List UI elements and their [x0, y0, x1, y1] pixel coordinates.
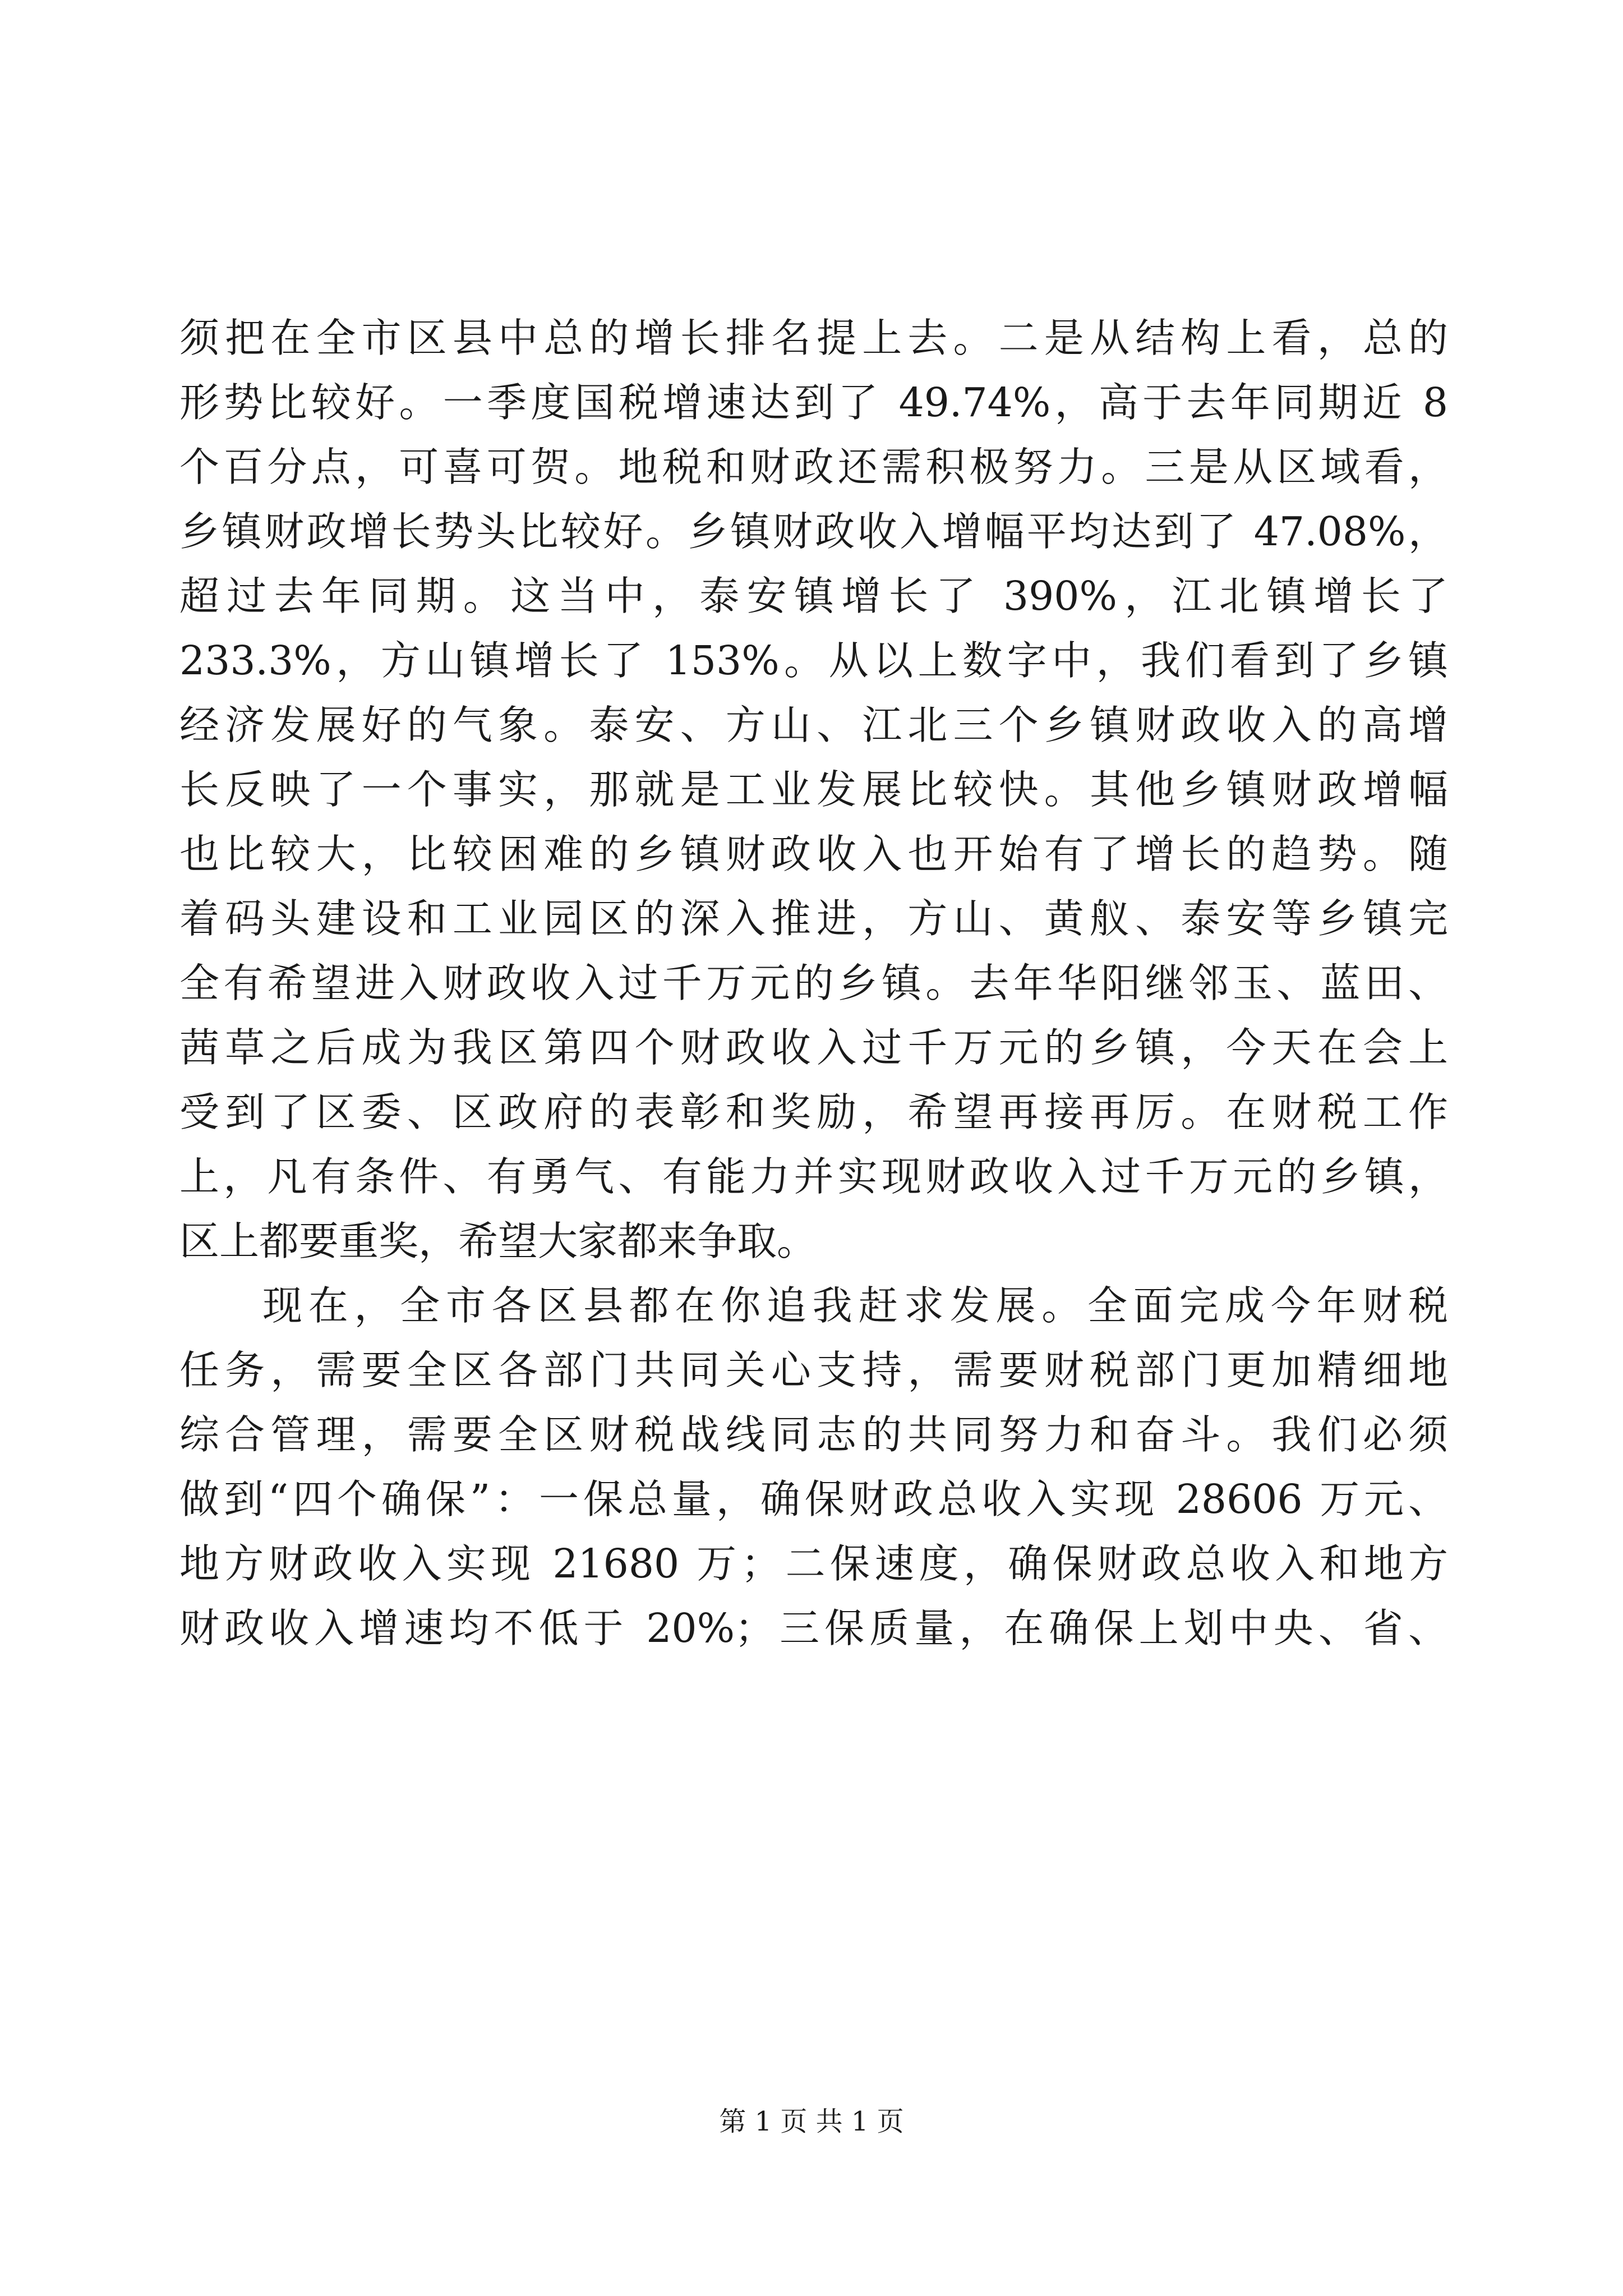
- text-line: 着码头建设和工业园区的深入推进，方山、黄舣、泰安等乡镇完: [179, 895, 1448, 942]
- text-line: 也比较大，比较困难的乡镇财政收入也开始有了增长的趋势。随: [179, 831, 1448, 877]
- text-line: 个百分点，可喜可贺。地税和财政还需积极努力。三是从区域看，: [179, 444, 1448, 490]
- paragraph-last-line: 区上都要重奖，希望大家都来争取。: [179, 1218, 817, 1264]
- text-line: 233.3%，方山镇增长了 153%。从以上数字中，我们看到了乡镇: [179, 637, 1448, 684]
- text-line: 任务，需要全区各部门共同关心支持，需要财税部门更加精细地: [179, 1347, 1448, 1393]
- text-line: 全有希望进入财政收入过千万元的乡镇。去年华阳继邻玉、蓝田、: [179, 960, 1448, 1006]
- paragraph-first-line: 现在，全市各区县都在你追我赶求发展。全面完成今年财税: [262, 1282, 1448, 1329]
- text-line: 超过去年同期。这当中，泰安镇增长了 390%，江北镇增长了: [179, 573, 1448, 619]
- text-line: 综合管理，需要全区财税战线同志的共同努力和奋斗。我们必须: [179, 1411, 1448, 1458]
- text-line: 须把在全市区县中总的增长排名提上去。二是从结构上看，总的: [179, 315, 1448, 361]
- page-footer: [0, 2105, 1623, 2138]
- text-line: 茜草之后成为我区第四个财政收入过千万元的乡镇，今天在会上: [179, 1024, 1448, 1071]
- page-number: 第 1 页 共 1 页: [719, 2106, 904, 2137]
- text-line: 形势比较好。一季度国税增速达到了 49.74%，高于去年同期近 8: [179, 379, 1448, 426]
- text-line: 财政收入增速均不低于 20%；三保质量，在确保上划中央、省、: [179, 1605, 1448, 1651]
- text-line: 地方财政收入实现 21680 万；二保速度，确保财政总收入和地方: [179, 1540, 1448, 1587]
- text-line: 上，凡有条件、有勇气、有能力并实现财政收入过千万元的乡镇，: [179, 1153, 1448, 1200]
- text-line: 受到了区委、区政府的表彰和奖励，希望再接再厉。在财税工作: [179, 1089, 1448, 1135]
- document-body: [179, 306, 1448, 1660]
- text-line: 经济发展好的气象。泰安、方山、江北三个乡镇财政收入的高增: [179, 702, 1448, 748]
- text-line: 做到“四个确保”：一保总量，确保财政总收入实现 28606 万元、: [179, 1476, 1448, 1522]
- text-line: 乡镇财政增长势头比较好。乡镇财政收入增幅平均达到了 47.08%，: [179, 508, 1448, 555]
- text-line: 长反映了一个事实，那就是工业发展比较快。其他乡镇财政增幅: [179, 766, 1448, 813]
